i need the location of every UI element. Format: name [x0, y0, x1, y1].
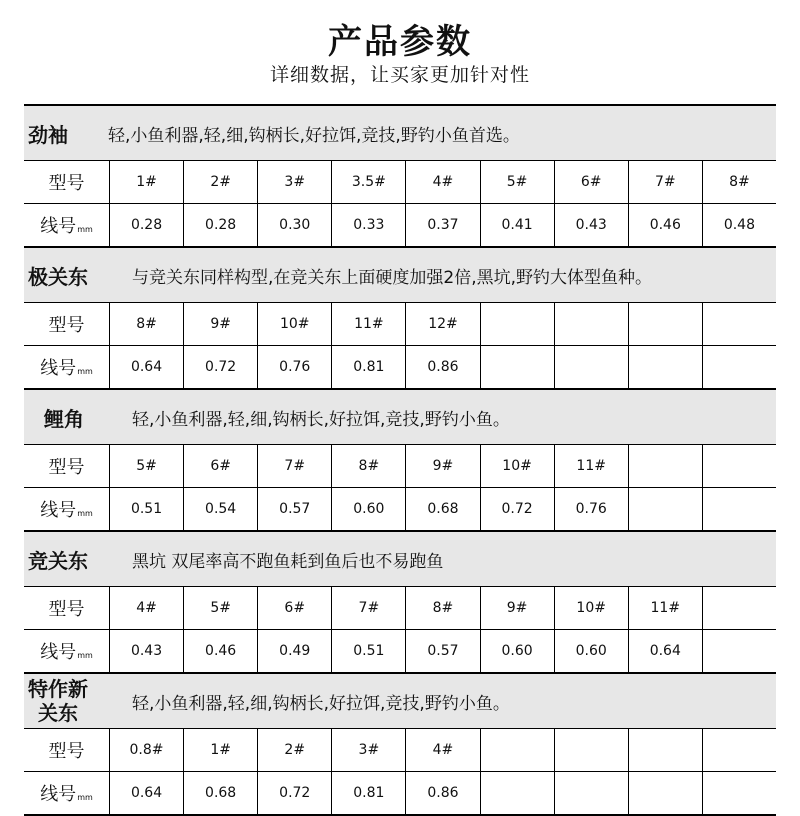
model-row	[24, 303, 776, 346]
model-cell	[703, 587, 776, 629]
line-cell: 0.37	[406, 204, 480, 246]
line-cell	[703, 772, 776, 814]
model-cell: 7#	[629, 161, 703, 203]
line-cell: 0.54	[184, 488, 258, 530]
line-cell: 0.81	[332, 772, 406, 814]
line-cell: 0.51	[332, 630, 406, 672]
model-label: 型号	[24, 445, 110, 487]
line-label-text: 线号	[40, 500, 77, 521]
line-cell: 0.28	[110, 204, 184, 246]
model-row	[24, 729, 776, 772]
model-cell: 5#	[184, 587, 258, 629]
model-cell: 3#	[332, 729, 406, 771]
line-cell: 0.60	[481, 630, 555, 672]
model-label: 型号	[24, 587, 110, 629]
product-name	[28, 674, 88, 728]
model-cell: 6#	[555, 161, 629, 203]
line-label	[24, 488, 110, 530]
model-cell	[703, 303, 776, 345]
model-cell: 12#	[406, 303, 480, 345]
line-cell: 0.86	[406, 346, 480, 388]
model-row	[24, 161, 776, 204]
line-row	[24, 346, 776, 388]
model-label: 型号	[24, 303, 110, 345]
line-cell: 0.28	[184, 204, 258, 246]
page-title: 产品参数	[328, 22, 472, 62]
page-subtitle: 详细数据，让买家更加针对性	[269, 64, 530, 86]
model-cell	[481, 729, 555, 771]
line-label	[24, 346, 110, 388]
product-name-line1: 特作新	[28, 677, 88, 701]
line-cell: 0.49	[258, 630, 332, 672]
line-cell	[555, 346, 629, 388]
product-description: 黑坑 双尾率高不跑鱼耗到鱼后也不易跑鱼	[132, 551, 444, 572]
model-cell: 6#	[184, 445, 258, 487]
product-header-row	[24, 106, 776, 161]
line-cell: 0.46	[184, 630, 258, 672]
model-cell: 11#	[332, 303, 406, 345]
line-cell: 0.81	[332, 346, 406, 388]
product-description: 与竞关东同样构型,在竞关东上面硬度加强2倍,黑坑,野钓大体型鱼种。	[132, 267, 653, 288]
line-label-text: 线号	[40, 358, 77, 379]
line-cell	[703, 488, 776, 530]
product-header-row	[24, 672, 776, 729]
unit-label: mm	[77, 651, 93, 660]
model-cell: 0.8#	[110, 729, 184, 771]
product-header-row	[24, 388, 776, 445]
product-name: 鲤角	[44, 406, 84, 431]
model-cell: 9#	[406, 445, 480, 487]
model-cell	[555, 729, 629, 771]
model-cell: 5#	[110, 445, 184, 487]
line-label-text: 线号	[40, 642, 77, 663]
line-cell: 0.51	[110, 488, 184, 530]
model-cell: 2#	[258, 729, 332, 771]
line-cell: 0.43	[555, 204, 629, 246]
unit-label: mm	[77, 367, 93, 376]
spec-table	[24, 104, 776, 816]
line-row	[24, 772, 776, 814]
model-cell: 9#	[481, 587, 555, 629]
model-cell: 5#	[481, 161, 555, 203]
model-label: 型号	[24, 729, 110, 771]
model-cell: 7#	[258, 445, 332, 487]
model-cell: 4#	[406, 729, 480, 771]
model-cell	[481, 303, 555, 345]
model-label: 型号	[24, 161, 110, 203]
line-cell: 0.76	[258, 346, 332, 388]
product-name: 竞关东	[28, 548, 88, 573]
line-cell: 0.30	[258, 204, 332, 246]
line-cell: 0.57	[258, 488, 332, 530]
product-name: 劲袖	[28, 122, 68, 147]
model-cell	[703, 729, 776, 771]
model-cell: 2#	[184, 161, 258, 203]
unit-label: mm	[77, 225, 93, 234]
model-cell: 3.5#	[332, 161, 406, 203]
product-group	[24, 530, 776, 672]
model-cell: 9#	[184, 303, 258, 345]
product-group	[24, 388, 776, 530]
line-cell: 0.48	[723, 217, 755, 233]
product-description: 轻,小鱼利器,轻,细,钩柄长,好拉饵,竞技,野钓小鱼。	[132, 409, 510, 430]
line-cell: 0.64	[110, 772, 184, 814]
line-label	[24, 772, 110, 814]
model-cell: 11#	[555, 445, 629, 487]
line-cell	[629, 488, 703, 530]
model-cell	[629, 445, 703, 487]
unit-label: mm	[77, 509, 93, 518]
model-cell	[703, 445, 776, 487]
line-cell: 0.64	[629, 630, 703, 672]
product-description: 轻,小鱼利器,轻,细,钩柄长,好拉饵,竞技,野钓小鱼。	[132, 693, 510, 714]
line-row	[24, 488, 776, 530]
model-cell: 6#	[258, 587, 332, 629]
model-cell: 11#	[629, 587, 703, 629]
model-cell: 1#	[110, 161, 184, 203]
line-cell: 0.33	[332, 204, 406, 246]
line-cell: 0.86	[406, 772, 480, 814]
line-cell: 0.72	[258, 772, 332, 814]
page-header	[0, 0, 800, 100]
line-label	[24, 630, 110, 672]
product-name: 极关东	[28, 264, 88, 289]
product-description: 轻,小鱼利器,轻,细,钩柄长,好拉饵,竞技,野钓小鱼首选。	[108, 125, 520, 146]
unit-label: mm	[77, 793, 93, 802]
line-cell	[703, 630, 776, 672]
line-cell	[481, 772, 555, 814]
line-row	[24, 630, 776, 672]
model-cell: 8#	[332, 445, 406, 487]
line-cell: 0.72	[481, 488, 555, 530]
model-cell	[629, 303, 703, 345]
product-name-line2: 关东	[38, 701, 78, 725]
line-cell: 0.60	[555, 630, 629, 672]
model-cell: 7#	[332, 587, 406, 629]
line-cell	[629, 772, 703, 814]
model-cell: 8#	[406, 587, 480, 629]
model-row	[24, 445, 776, 488]
line-cell: 0.72	[184, 346, 258, 388]
model-cell: 3#	[258, 161, 332, 203]
line-cell: 0.57	[406, 630, 480, 672]
line-cell	[555, 772, 629, 814]
line-cell: 0.46	[629, 204, 703, 246]
model-cell: 10#	[258, 303, 332, 345]
line-cell	[481, 346, 555, 388]
model-cell: 4#	[110, 587, 184, 629]
product-group	[24, 106, 776, 246]
product-group	[24, 246, 776, 388]
model-cell: 8#	[729, 174, 750, 190]
line-cell	[703, 346, 776, 388]
product-header-row	[24, 530, 776, 587]
line-cell	[629, 346, 703, 388]
line-cell: 0.43	[110, 630, 184, 672]
product-header-row	[24, 246, 776, 303]
line-cell: 0.41	[481, 204, 555, 246]
model-cell: 10#	[555, 587, 629, 629]
model-row	[24, 587, 776, 630]
line-label-text: 线号	[40, 216, 77, 237]
model-cell: 10#	[481, 445, 555, 487]
product-group	[24, 672, 776, 814]
model-cell: 1#	[184, 729, 258, 771]
line-label-text: 线号	[40, 784, 77, 805]
model-cell	[555, 303, 629, 345]
line-cell: 0.64	[110, 346, 184, 388]
line-cell: 0.68	[184, 772, 258, 814]
line-cell: 0.60	[332, 488, 406, 530]
model-cell	[629, 729, 703, 771]
line-label	[24, 204, 110, 246]
line-row	[24, 204, 776, 246]
line-cell: 0.76	[555, 488, 629, 530]
model-cell: 4#	[406, 161, 480, 203]
line-cell: 0.68	[406, 488, 480, 530]
model-cell: 8#	[110, 303, 184, 345]
